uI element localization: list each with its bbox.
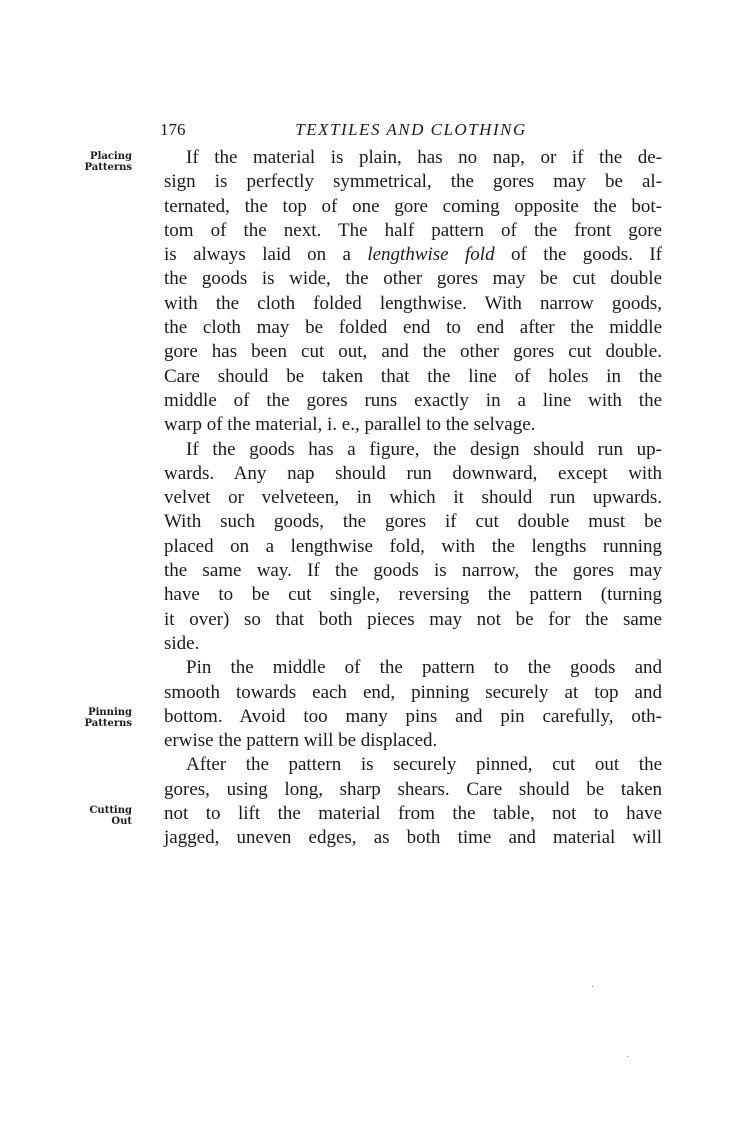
page-number: 176: [160, 120, 186, 139]
body-text: [164, 146, 662, 851]
text-line: warp of the material, i. e., parallel to the selvage.: [164, 414, 536, 436]
text-line: bottom. Avoid too many pins and pin carefully, oth-: [164, 705, 662, 727]
text-line: the goods is wide, the other gores may be cut double: [164, 268, 662, 290]
text-line: middle of the gores runs exactly in a line with the: [164, 389, 662, 411]
text-line: jagged, uneven edges, as both time and material will: [164, 827, 662, 849]
text-line: If the goods has a figure, the design should run up-: [186, 438, 662, 460]
text-line: velvet or velveteen, in which it should run upwards.: [164, 487, 662, 509]
text-line: the cloth may be folded end to end after the middle: [164, 317, 662, 339]
margin-note-placing-patterns: [85, 151, 133, 173]
text-line: Pin the middle of the pattern to the goods and: [186, 657, 662, 679]
scan-speck: [627, 1056, 628, 1057]
margin-note-line: Placing: [90, 151, 132, 162]
text-line: is always laid on a lengthwise fold of the goods. If: [164, 244, 663, 266]
text-line: gores, using long, sharp shears. Care should be taken: [164, 778, 662, 800]
text-line: sign is perfectly symmetrical, the gores may be al-: [164, 171, 662, 193]
margin-note-line: Cutting: [89, 805, 132, 816]
text-line: placed on a lengthwise fold, with the lengths running: [164, 535, 662, 557]
scan-speck: [592, 986, 593, 987]
text-line: Care should be taken that the line of holes in the: [164, 365, 662, 387]
margin-note-line: Patterns: [84, 162, 132, 173]
text-line: After the pattern is securely pinned, cut out the: [186, 754, 662, 776]
margin-note-line: Out: [111, 816, 132, 827]
text-line: ternated, the top of one gore coming opposite the bot-: [164, 195, 662, 217]
text-line: have to be cut single, reversing the pattern (turning: [164, 584, 662, 606]
text-line: side.: [164, 632, 200, 654]
text-line: with the cloth folded lengthwise. With narrow goods,: [164, 292, 662, 314]
text-line: the same way. If the goods is narrow, the gores may: [164, 560, 662, 582]
text-line: smooth towards each end, pinning securely at top and: [164, 681, 662, 703]
text-line: erwise the pattern will be displaced.: [164, 730, 438, 752]
margin-note-pinning-patterns: [85, 707, 133, 729]
text-line: If the material is plain, has no nap, or if the de-: [186, 147, 662, 168]
margin-note-line: Pinning: [88, 707, 132, 718]
text-line: tom of the next. The half pattern of the front gore: [164, 219, 662, 241]
text-line: wards. Any nap should run downward, except with: [164, 462, 662, 484]
running-title: TEXTILES AND CLOTHING: [295, 120, 527, 139]
margin-note-cutting-out: [89, 805, 132, 827]
text-line: it over) so that both pieces may not be for the same: [164, 608, 662, 630]
text-line: With such goods, the gores if cut double must be: [164, 511, 662, 533]
margin-note-line: Patterns: [84, 718, 132, 729]
text-line: gore has been cut out, and the other gores cut double.: [164, 341, 662, 363]
text-line: not to lift the material from the table, not to have: [164, 803, 662, 825]
running-header: [160, 120, 662, 146]
